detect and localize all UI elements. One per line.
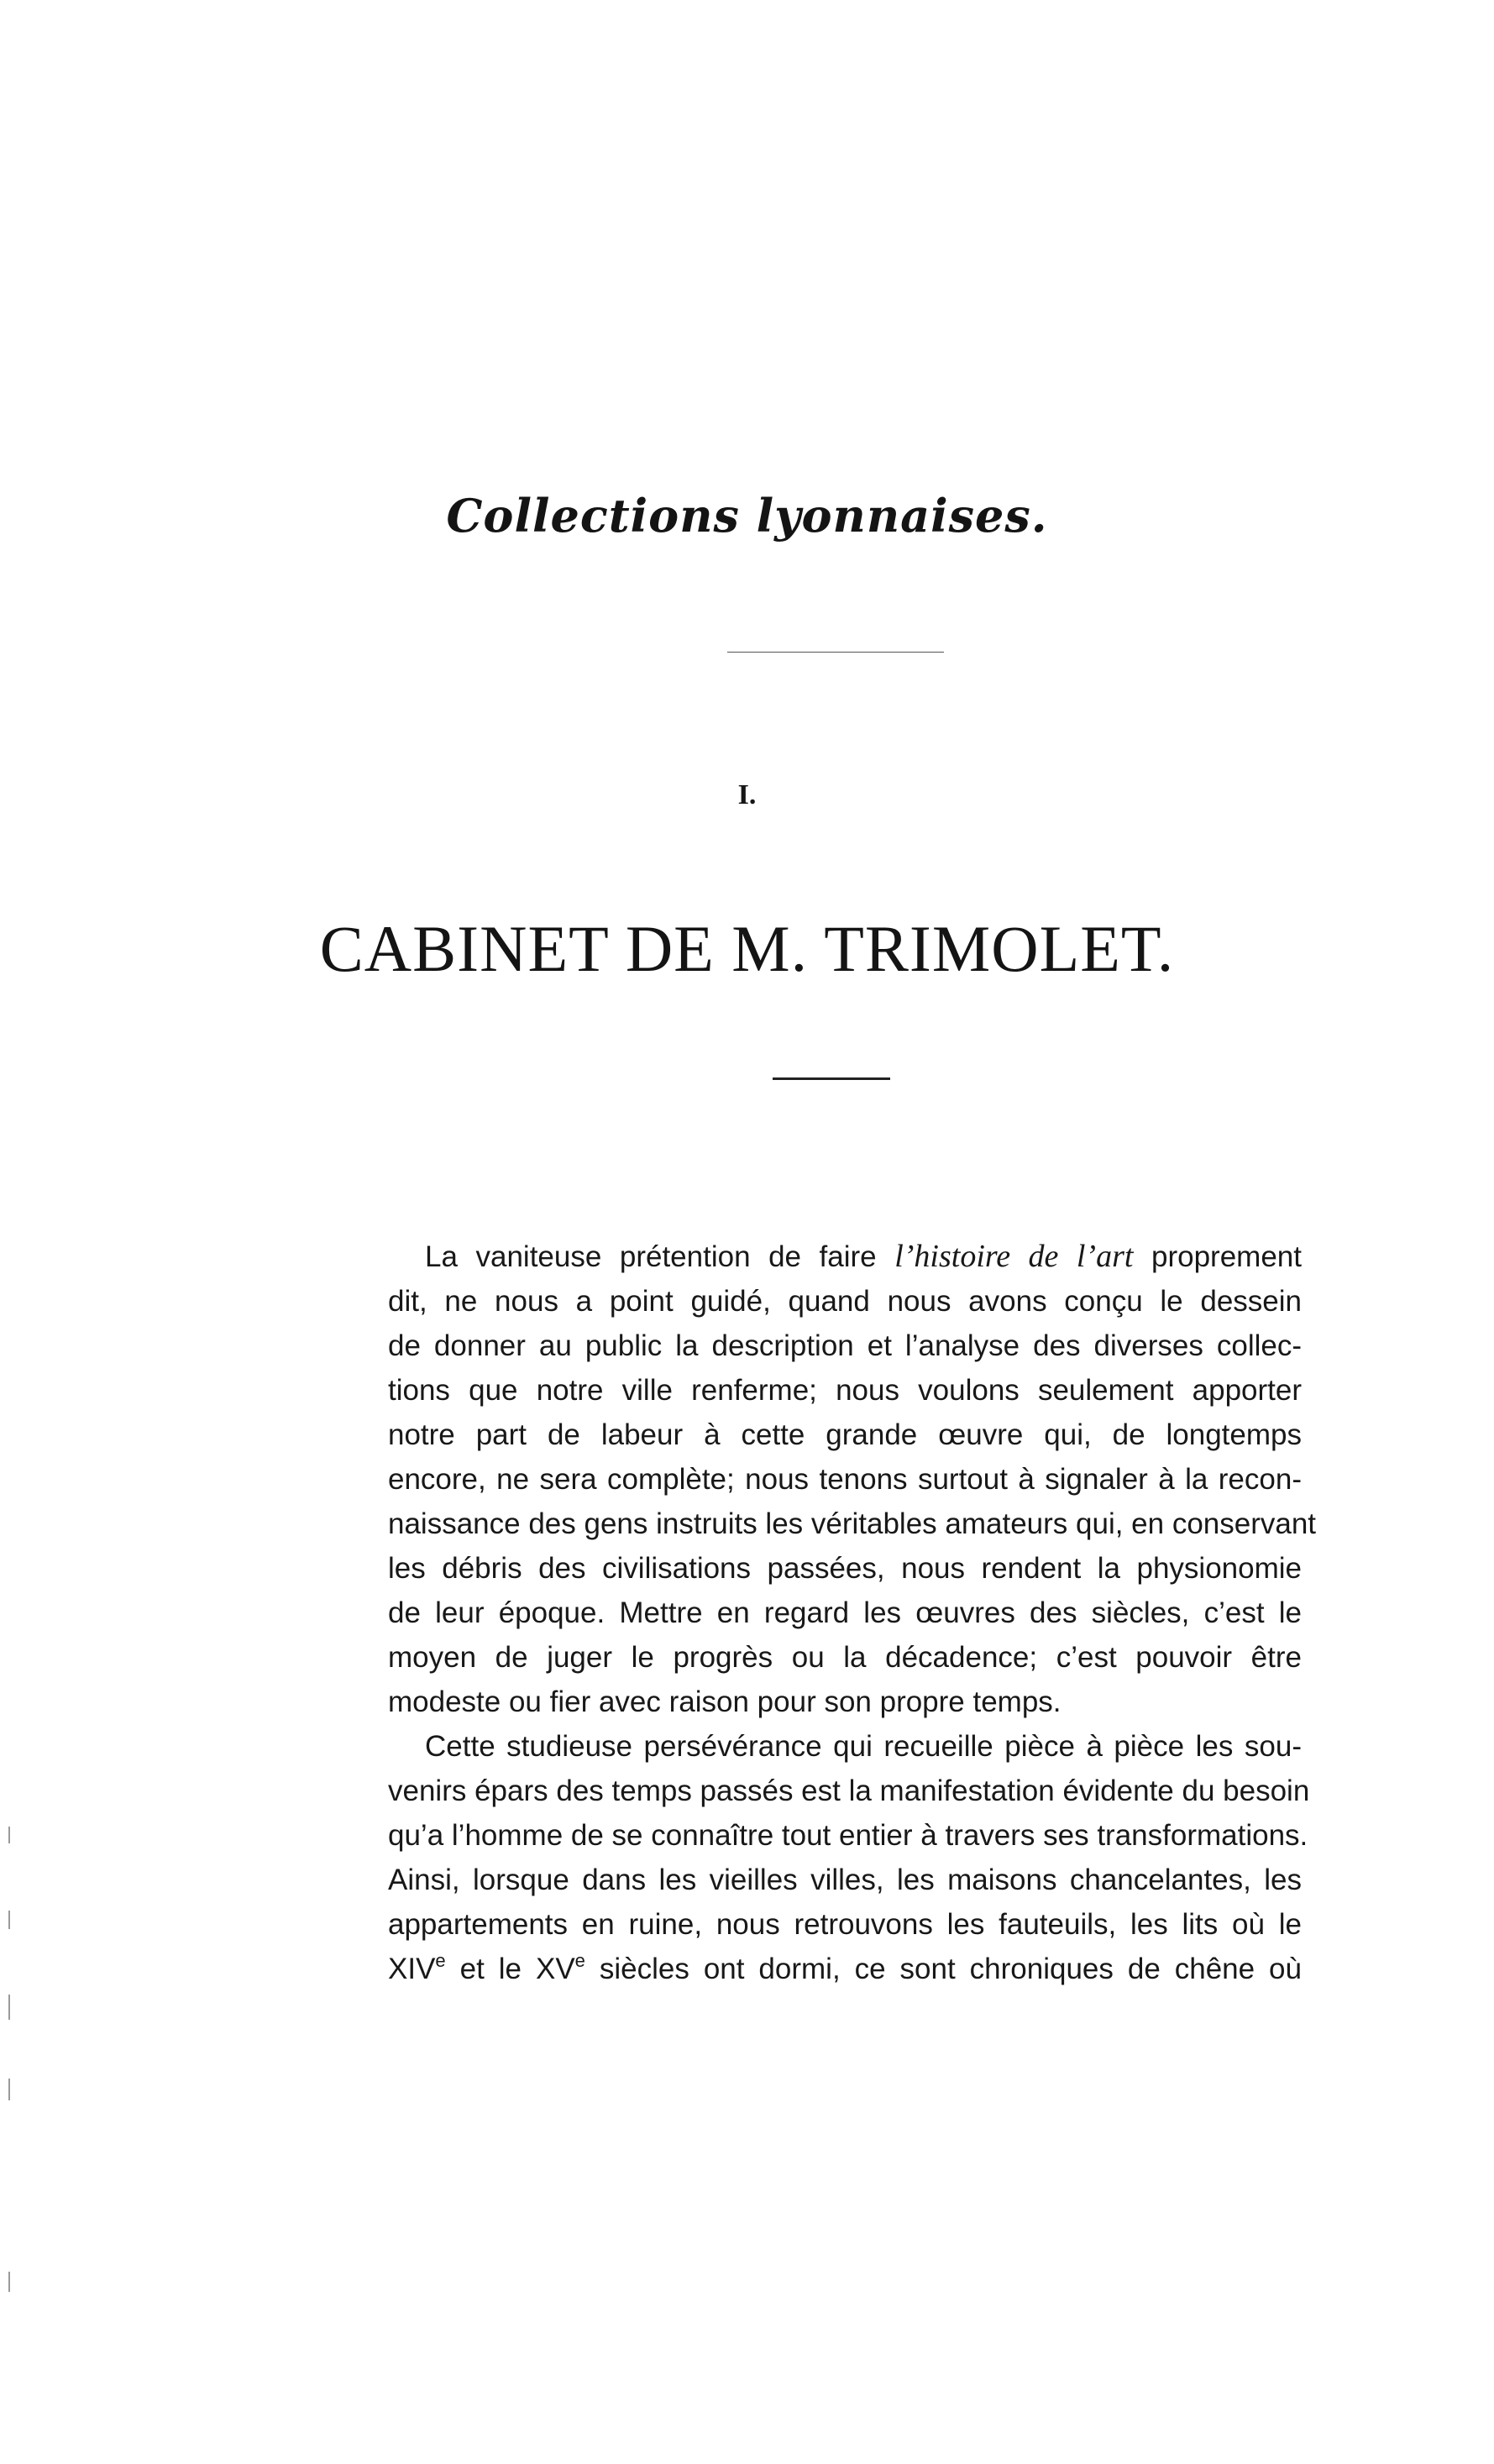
paragraph-1-line: naissance des gens instruits les véritables amateurs qui, en conservant (388, 1507, 1317, 1540)
paragraph-1-line: de leur époque. Mettre en regard les œuvres des siècles, c’est le (388, 1596, 1302, 1629)
paragraph-2-line: Ainsi, lorsque dans les vieilles villes, les maisons chancelantes, les (388, 1864, 1302, 1896)
scan-margin-mark (8, 1995, 10, 2020)
paragraph-1-line: moyen de juger le progrès ou la décadence; c’est pouvoir être (388, 1641, 1302, 1674)
text-run: XIV (388, 1953, 436, 1985)
chapter-number: I. (737, 779, 757, 810)
paragraph-2-line: venirs épars des temps passés est la manifestation évidente du besoin (388, 1775, 1310, 1807)
paragraph-2-line (388, 1947, 1302, 1991)
text-run: siècles ont dormi, ce sont chroniques de chêne où (584, 1953, 1302, 1985)
paragraph-1-line (388, 1235, 1302, 1279)
body-text (388, 1235, 1317, 1991)
scan-margin-mark (8, 1911, 10, 1929)
paragraph-2-line: Cette studieuse persévérance qui recueille pièce à pièce les sou- (425, 1730, 1302, 1763)
paragraph-2-line: appartements en ruine, nous retrouvons les fauteuils, les lits où le (388, 1908, 1302, 1941)
superscript: e (574, 1950, 585, 1971)
scan-margin-mark (8, 2272, 10, 2292)
text-run: et le XV (445, 1953, 575, 1985)
scan-margin-mark (8, 2079, 10, 2100)
paragraph-1-line: de donner au public la description et l’analyse des diverses collec- (388, 1329, 1302, 1362)
paragraph-1-line: dit, ne nous a point guidé, quand nous avons conçu le dessein (388, 1285, 1302, 1318)
chapter-divider (773, 1077, 890, 1080)
paragraph-2-line: qu’a l’homme de se connaître tout entier à travers ses transformations. (388, 1819, 1308, 1852)
paragraph-1-line: notre part de labeur à cette grande œuvre qui, de longtemps (388, 1418, 1302, 1451)
italic-text: l’art (1076, 1239, 1134, 1274)
text-run: proprement (1133, 1240, 1302, 1273)
italic-text: l’histoire de (894, 1239, 1059, 1274)
superscript: e (435, 1950, 446, 1971)
title-divider (727, 652, 944, 653)
collection-title: Collections lyonnaises. (446, 489, 1048, 543)
paragraph-1-line: modeste ou fier avec raison pour son propre temps. (388, 1685, 1062, 1718)
paragraph-1-line: tions que notre ville renferme; nous voulons seulement apporter (388, 1374, 1302, 1407)
text-run: La vaniteuse prétention de faire (425, 1240, 895, 1273)
paragraph-1-line: les débris des civilisations passées, nous rendent la physionomie (388, 1552, 1302, 1585)
chapter-title: CABINET DE M. TRIMOLET. (319, 912, 1175, 985)
paragraph-1-line: encore, ne sera complète; nous tenons surtout à signaler à la recon- (388, 1463, 1302, 1496)
scan-margin-mark (8, 1827, 10, 1843)
